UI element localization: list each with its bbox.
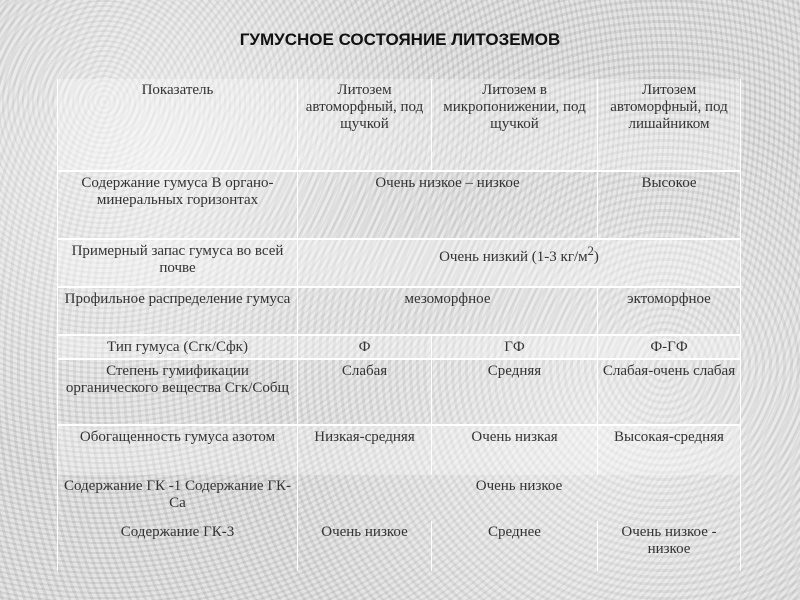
page-title: ГУМУСНОЕ СОСТОЯНИЕ ЛИТОЗЕМОВ [239,30,561,49]
header-lithozem-depression: Литозем в микропонижении, под щучкой [432,79,598,171]
cell-nitrogen-lichen: Высокая-средняя [598,425,741,475]
humus-reserve-value: Очень низкий (1-3 кг/м [439,249,588,265]
cell-humification-depression: Средняя [432,359,598,425]
cell-profile-merged: мезоморфное [298,287,598,335]
cell-humus-content-lichen: Высокое [598,171,741,239]
table-row [58,521,741,571]
cell-gk1-merged: Очень низкое [298,475,741,521]
row-label-humification: Степень гумификации органического вещества Сгк/Собщ [58,359,298,425]
table-row [58,359,741,425]
cell-nitrogen-depression: Очень низкая [432,425,598,475]
row-label-humus-reserve: Примерный запас гумуса во всей почве [58,239,298,287]
humus-reserve-sup: 2 [587,244,594,258]
cell-gk3-lichen: Очень низкое - низкое [598,521,741,571]
cell-gk3-grass: Очень низкое [298,521,432,571]
row-label-gk1: Содержание ГК -1 Содержание ГК-Са [58,475,298,521]
header-indicator: Показатель [58,79,298,171]
table-row [58,287,741,335]
cell-humus-type-lichen: Ф-ГФ [598,335,741,359]
row-label-nitrogen: Обогащенность гумуса азотом [58,425,298,475]
humus-table [57,79,741,571]
header-lithozem-auto-grass: Литозем автоморфный, под щучкой [298,79,432,171]
cell-humification-grass: Слабая [298,359,432,425]
table-row [58,475,741,521]
row-label-humus-type: Тип гумуса (Сгк/Сфк) [58,335,298,359]
cell-humus-content-merged: Очень низкое – низкое [298,171,598,239]
table-row [58,335,741,359]
cell-humus-type-depression: ГФ [432,335,598,359]
cell-nitrogen-grass: Низкая-средняя [298,425,432,475]
table-row [58,171,741,239]
cell-gk3-depression: Среднее [432,521,598,571]
header-lithozem-auto-lichen: Литозем автоморфный, под лишайником [598,79,741,171]
cell-humus-type-grass: Ф [298,335,432,359]
header-row [58,79,741,171]
row-label-humus-content: Содержание гумуса В органо-минеральных горизонтах [58,171,298,239]
table-row [58,425,741,475]
cell-humus-reserve [298,239,741,287]
row-label-gk3: Содержание ГК-3 [58,521,298,571]
cell-profile-lichen: эктоморфное [598,287,741,335]
row-label-profile: Профильное распределение гумуса [58,287,298,335]
table-row [58,239,741,287]
humus-reserve-suffix: ) [593,249,599,265]
cell-humification-lichen: Слабая-очень слабая [598,359,741,425]
